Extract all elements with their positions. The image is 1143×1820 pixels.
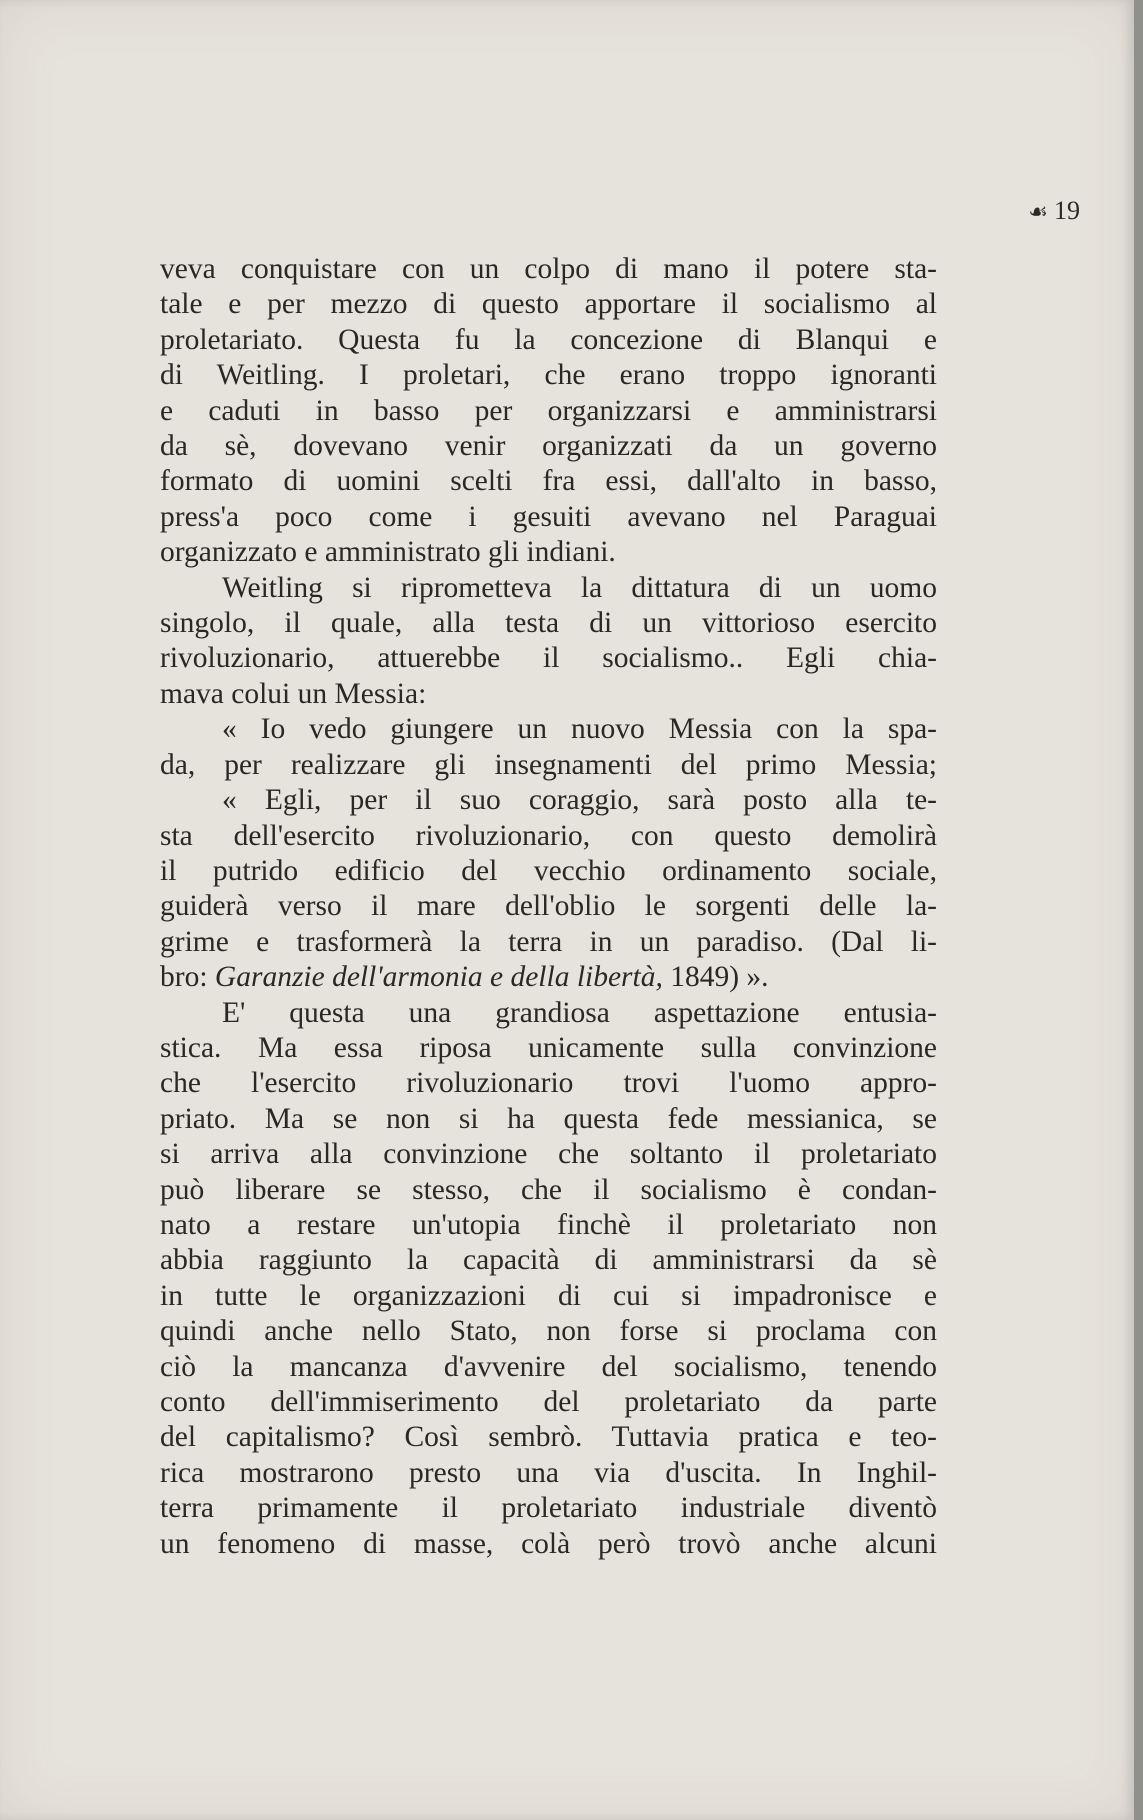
text-line: abbia raggiunto la capacità di amministrarsi da sè xyxy=(160,1244,937,1277)
quote-line: « Egli, per il suo coraggio, sarà posto alla te- xyxy=(222,784,937,817)
text-line: si arriva alla convinzione che soltanto il proletariato xyxy=(160,1138,937,1171)
ornament-icon: ☙ xyxy=(1028,199,1046,224)
text-line: conto dell'immiserimento del proletariato da parte xyxy=(160,1386,937,1418)
page-header xyxy=(960,196,1080,226)
citation-line xyxy=(160,960,937,995)
text-line: quindi anche nello Stato, non forse si proclama con xyxy=(160,1315,937,1348)
paragraph-start: E' questa una grandiosa aspettazione entusia- xyxy=(222,996,937,1029)
text-line: terra primamente il proletariato industriale diventò xyxy=(160,1492,937,1525)
text-line: che l'esercito rivoluzionario trovi l'uomo appro- xyxy=(160,1067,937,1100)
citation-prefix: bro: xyxy=(160,961,215,994)
text-line: può liberare se stesso, che il socialismo è condan- xyxy=(160,1173,937,1206)
text-line: mava colui un Messia: xyxy=(160,677,427,710)
book-title: Garanzie dell'armonia e della libertà, xyxy=(214,961,663,994)
page-number: 19 xyxy=(1054,196,1080,225)
text-line: rica mostrarono presto una via d'uscita. In Inghil- xyxy=(160,1456,937,1489)
text-line: tale e per mezzo di questo apportare il socialismo al xyxy=(160,288,937,321)
text-line: un fenomeno di masse, colà però trovò anche alcuni xyxy=(160,1527,937,1560)
text-line: press'a poco come i gesuiti avevano nel Paraguai xyxy=(160,500,937,533)
quote-line: il putrido edificio del vecchio ordinamento sociale, xyxy=(160,854,937,887)
text-line: priato. Ma se non si ha questa fede messianica, se xyxy=(160,1102,937,1135)
quote-line: da, per realizzare gli insegnamenti del primo Messia; xyxy=(160,748,937,781)
text-line: nato a restare un'utopia finchè il proletariato non xyxy=(160,1208,937,1241)
text-line: stica. Ma essa riposa unicamente sulla convinzione xyxy=(160,1031,937,1064)
paragraph-start: Weitling si riprometteva la dittatura di un uomo xyxy=(222,571,937,604)
text-line: del capitalismo? Così sembrò. Tuttavia pratica e teo- xyxy=(160,1421,937,1454)
text-line: proletariato. Questa fu la concezione di Blanqui e xyxy=(160,323,937,356)
quote-line: sta dell'esercito rivoluzionario, con questo demolirà xyxy=(160,819,937,852)
text-line: in tutte le organizzazioni di cui si impadronisce e xyxy=(160,1279,937,1312)
text-line: da sè, dovevano venir organizzati da un governo xyxy=(160,430,937,463)
quote-line: guiderà verso il mare dell'oblio le sorgenti delle la- xyxy=(160,890,937,923)
text-line: veva conquistare con un colpo di mano il potere sta- xyxy=(160,253,937,285)
text-line: formato di uomini scelti fra essi, dall'alto in basso, xyxy=(160,465,937,498)
text-line: di Weitling. I proletari, che erano troppo ignoranti xyxy=(160,359,937,392)
text-line: ciò la mancanza d'avvenire del socialismo, tenendo xyxy=(160,1350,937,1383)
quote-line: grime e trasformerà la terra in un paradiso. (Dal li- xyxy=(160,925,937,958)
text-line: singolo, il quale, alla testa di un vittorioso esercito xyxy=(160,607,937,640)
citation-suffix: 1849) ». xyxy=(662,961,769,994)
body-text xyxy=(160,252,937,1562)
text-line: organizzato e amministrato gli indiani. xyxy=(160,536,616,569)
quote-line: « Io vedo giungere un nuovo Messia con la spa- xyxy=(222,713,937,746)
text-line: e caduti in basso per organizzarsi e amministrarsi xyxy=(160,394,937,427)
text-line: rivoluzionario, attuerebbe il socialismo.. Egli chia- xyxy=(160,642,937,675)
